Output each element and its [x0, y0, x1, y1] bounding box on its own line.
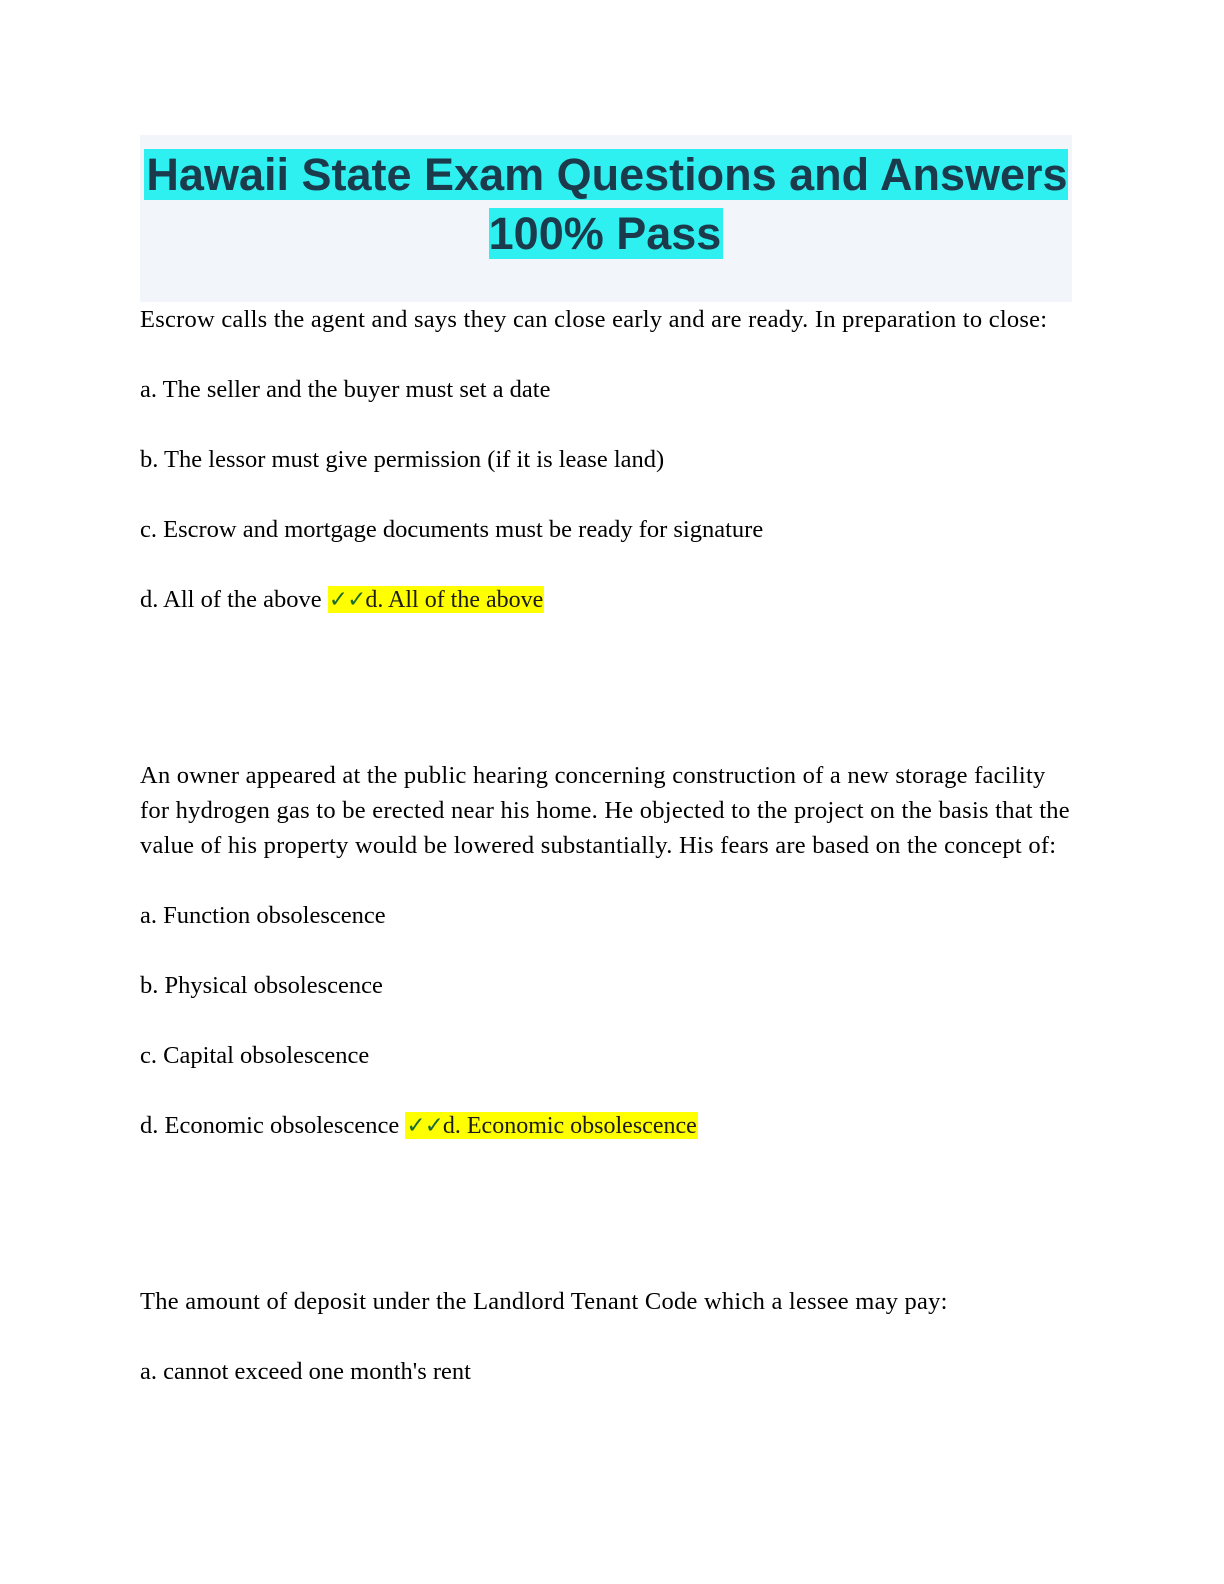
page-title: [140, 145, 1072, 263]
question-1-answer-text: d. All of the above: [365, 587, 544, 613]
check-icon: ✓✓: [328, 587, 366, 613]
question-1-answer: [328, 586, 545, 613]
question-2-option-a: a. Function obsolescence: [140, 902, 386, 929]
question-2-answer: [405, 1112, 697, 1139]
question-3-option-a: a. cannot exceed one month's rent: [140, 1358, 471, 1385]
question-2-option-c: c. Capital obsolescence: [140, 1042, 370, 1069]
question-1-option-d-label: d. All of the above: [140, 586, 322, 613]
title-banner: [140, 135, 1072, 302]
question-1-option-a: a. The seller and the buyer must set a date: [140, 376, 551, 403]
page-title-text: Hawaii State Exam Questions and Answers 100% Pass: [146, 149, 1068, 259]
document-body: [140, 302, 1075, 1424]
question-2-answer-text: d. Economic obsolescence: [442, 1113, 697, 1139]
question-prompt-3: The amount of deposit under the Landlord Tenant Code which a lessee may pay:: [140, 1288, 948, 1315]
section-spacer-2: [140, 1179, 1075, 1284]
question-2-option-d: [140, 1108, 1075, 1144]
check-icon: ✓✓: [406, 1113, 443, 1139]
question-1-option-c: c. Escrow and mortgage documents must be ready for signature: [140, 516, 764, 543]
question-prompt-2: An owner appeared at the public hearing concerning construction of a new storage facility for hydrogen gas to be erected near his home. He objected to the project on the basis that the value of his property would be lowered substantially. His fears are based on the concept of:: [140, 762, 1070, 859]
section-spacer-1: [140, 653, 1075, 758]
question-2-option-b: b. Physical obsolescence: [140, 972, 383, 999]
question-1-option-b: b. The lessor must give permission (if it is lease land): [140, 446, 665, 473]
question-1-option-d: [140, 582, 1075, 618]
question-2-option-d-label: d. Economic obsolescence: [140, 1112, 400, 1139]
question-prompt-1: Escrow calls the agent and says they can close early and are ready. In preparation to close:: [140, 306, 1048, 333]
